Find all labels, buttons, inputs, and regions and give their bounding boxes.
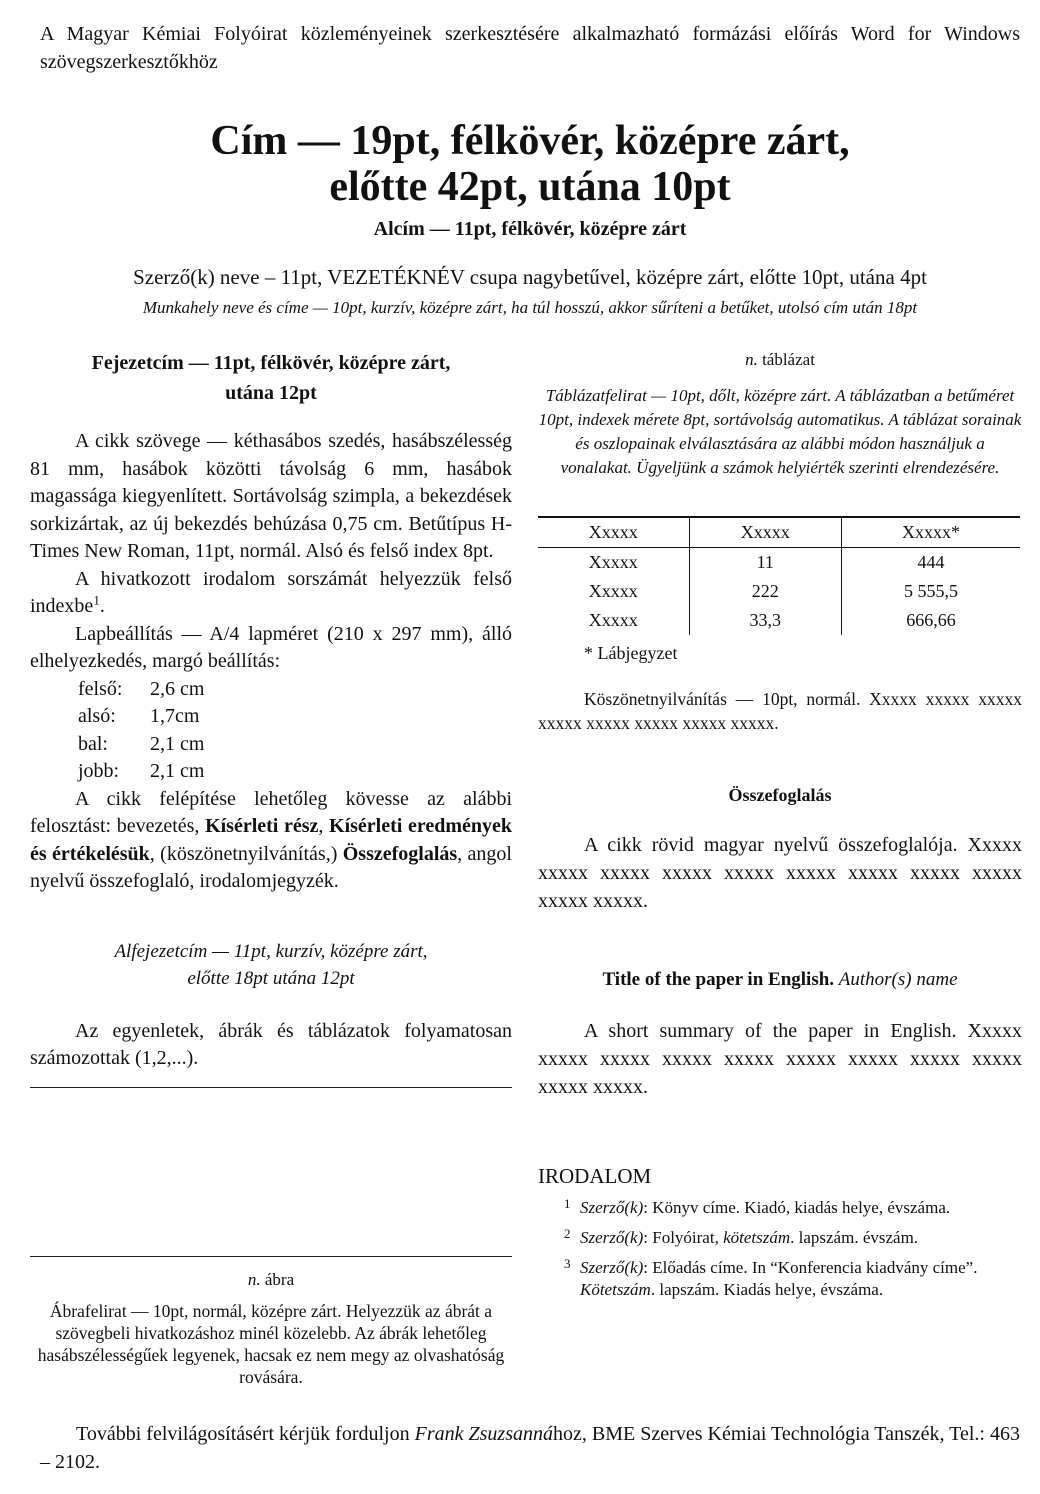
right-column: [538, 348, 1022, 1301]
body-paragraph-2: [30, 566, 512, 621]
summary-heading: Összefoglalás: [728, 785, 832, 805]
margin-key: bal:: [78, 732, 108, 755]
footer-text: További felvilágosításért kérjük forduljon: [76, 1423, 415, 1445]
margin-key: felső:: [78, 677, 123, 700]
subchapter-line-2: előtte 18pt utána 12pt: [187, 967, 355, 989]
margin-value: 1,7cm: [150, 705, 200, 727]
reference-number: 1: [564, 1196, 571, 1211]
chapter-heading-line-1: Fejezetcím — 11pt, félkövér, középre zárt,: [91, 352, 451, 374]
subtitle: Alcím — 11pt, félkövér, középre zárt: [373, 218, 687, 240]
reference-item: [538, 1197, 1022, 1219]
references-heading: IRODALOM: [538, 1164, 652, 1188]
table-caption: Táblázatfelirat — 10pt, dőlt, középre zárt. A táblázatban a betűméret 10pt, indexek mérete 8pt, sortávolság automatikus. A táblázat sorainak és oszlopainak elválasztására az alábbi módon használjuk a vonalakat. Ügyeljünk a számok helyiérték szerinti elrendezésére.: [538, 386, 1022, 477]
table-cell: Xxxxx: [538, 606, 689, 635]
reference-text: . lapszám. Kiadás helye, évszáma.: [650, 1280, 884, 1299]
figure-divider: [30, 1256, 512, 1257]
margin-value: 2,1 cm: [150, 760, 205, 782]
footer-text: hoz, BME Szerves Kémiai Technológia Tanszék, Tel.: 463 – 2102.: [40, 1423, 1021, 1473]
reference-item: [538, 1257, 1022, 1301]
reference-volume: kötetszám: [723, 1228, 791, 1247]
reference-author: Szerző(k): [580, 1198, 644, 1217]
body-paragraph-1: A cikk szövege — kéthasábos szedés, hasábszélesség 81 mm, hasábok közötti távolság 6 mm, hasábok magassága kiegyenlített. Sortávolság szimpla, a bekezdések sorkizártak, az új bekezdés behúzása 0,75 cm. Betűtípus H-Times New Roman, 11pt, normál. Alsó és felső index 8pt.: [30, 430, 512, 562]
footer-contact: [40, 1420, 1020, 1476]
author-line: Szerző(k) neve – 11pt, VEZETÉKNÉV csupa nagybetűvel, középre zárt, előtte 10pt, utána 4pt: [133, 265, 927, 289]
table-header-cell: Xxxxx: [689, 517, 842, 548]
title-line-2: előtte 42pt, utána 10pt: [329, 164, 731, 210]
body-paragraph-4: [30, 786, 512, 896]
table-row: [538, 606, 1020, 635]
contact-name: Frank Zsuzsanná: [414, 1423, 554, 1445]
paragraph-end: .: [99, 595, 105, 617]
reference-item: [538, 1227, 1022, 1249]
sample-table: [538, 516, 1020, 635]
subchapter-line-1: Alfejezetcím — 11pt, kurzív, középre zárt,: [114, 940, 428, 962]
margin-value: 2,1 cm: [150, 732, 205, 755]
english-title-text: Title of the paper in English.: [602, 969, 835, 990]
reference-text: : Előadás címe. In “Konferencia kiadvány címe”.: [643, 1258, 978, 1277]
figure-word: ábra: [260, 1270, 295, 1289]
table-cell: 444: [917, 552, 945, 572]
figure-caption: Ábrafelirat — 10pt, normál, középre zárt. Helyezzük az ábrát a szövegbeli hivatkozáshoz minél közelebb. Az ábrák lehetőleg hasábszélességűek legyenek, hacsak ez nem megy az olvashatóság rovására.: [37, 1301, 505, 1387]
margin-row: [78, 731, 512, 759]
margin-settings: [30, 676, 512, 786]
figure-label: [30, 1268, 512, 1292]
intro-text: A Magyar Kémiai Folyóirat közleményeinek szerkesztésére alkalmazható formázási előírás Word for Windows szövegszerkesztőkhöz: [40, 23, 1020, 73]
table-cell: Xxxxx: [538, 548, 689, 578]
table-word: táblázat: [757, 350, 815, 369]
figure-caption-block: [30, 1268, 512, 1388]
bold-term: Összefoglalás: [342, 842, 458, 865]
english-title: [538, 967, 1022, 993]
affiliation-line: Munkahely neve és címe — 10pt, kurzív, középre zárt, ha túl hosszú, akkor sűríteni a betűket, utolsó cím után 18pt: [142, 298, 918, 317]
subchapter-heading: [30, 938, 512, 992]
table-header-cell: Xxxxx*: [842, 517, 1020, 548]
table-footnote: * Lábjegyzet: [584, 643, 678, 663]
table-header-cell: Xxxxx: [538, 517, 689, 548]
margin-key: alsó:: [78, 705, 116, 727]
body-paragraph-5: Az egyenletek, ábrák és táblázatok folyamatosan számozottak (1,2,...).: [30, 1019, 512, 1069]
reference-number: 2: [564, 1226, 571, 1241]
table-cell: 33,3: [689, 606, 842, 635]
page-title: [0, 118, 1040, 210]
reference-author: Szerző(k): [580, 1228, 644, 1247]
bold-term: Kísérleti eredmények és értékelésük: [30, 815, 513, 865]
chapter-heading: [30, 348, 512, 408]
table-row: [538, 548, 1020, 578]
reference-author: Szerző(k): [580, 1258, 644, 1277]
title-line-1: Cím — 19pt, félkövér, középre zárt,: [210, 118, 850, 164]
paragraph-text: A hivatkozott irodalom sorszámát helyezzük felső indexbe: [30, 567, 512, 617]
table-cell: 666,66: [906, 610, 956, 630]
reference-number: 3: [564, 1256, 571, 1271]
paragraph-text: , (köszönetnyilvánítás,): [149, 842, 343, 865]
margin-row: [78, 758, 512, 786]
body-paragraph-3: Lapbeállítás — A/4 lapméret (210 x 297 mm), álló elhelyezkedés, margó beállítás:: [30, 622, 512, 672]
margin-row: [78, 703, 512, 731]
left-column: [30, 348, 512, 1088]
table-header-row: [538, 517, 1020, 548]
figure-number: n.: [247, 1270, 261, 1289]
reference-superscript: 1: [93, 592, 100, 608]
table-number: n.: [745, 350, 758, 369]
paragraph-text: A cikk felépítése lehetőleg kövesse az alábbi felosztást: bevezetés,: [30, 787, 512, 837]
reference-text: : Könyv címe. Kiadó, kiadás helye, évszáma.: [643, 1198, 951, 1217]
chapter-heading-line-2: utána 12pt: [225, 382, 317, 404]
bold-term: Kísérleti rész: [205, 815, 319, 837]
table-cell: 222: [689, 577, 842, 606]
table-cell: Xxxxx: [538, 577, 689, 606]
reference-volume: Kötetszám: [580, 1280, 651, 1299]
table-row: [538, 577, 1020, 606]
table-cell: 11: [689, 548, 842, 578]
margin-key: jobb:: [78, 760, 120, 782]
paragraph-text: ,: [318, 815, 330, 837]
reference-text: . lapszám. évszám.: [790, 1228, 919, 1247]
table-label: [538, 348, 1022, 372]
margin-value: 2,6 cm: [150, 677, 205, 700]
paragraph-text: , angol nyelvű összefoglaló, irodalomjegyzék.: [30, 842, 512, 892]
summary-text: A cikk rövid magyar nyelvű összefoglalója. Xxxxx xxxxx xxxxx xxxxx xxxxx xxxxx xxxxx xxxxx xxxxx xxxxx xxxxx.: [538, 834, 1022, 912]
divider: [30, 1087, 512, 1088]
english-author: Author(s) name: [838, 969, 958, 990]
table-cell: 5 555,5: [904, 581, 959, 601]
english-summary: A short summary of the paper in English. Xxxxx xxxxx xxxxx xxxxx xxxxx xxxxx xxxxx xxxxx xxxxx xxxxx xxxxx.: [538, 1020, 1022, 1098]
acknowledgement: Köszönetnyilvánítás — 10pt, normál. Xxxxx xxxxx xxxxx xxxxx xxxxx xxxxx xxxxx xxxxx.: [538, 689, 1022, 733]
margin-row: [78, 676, 512, 704]
reference-text: : Folyóirat,: [643, 1228, 724, 1247]
